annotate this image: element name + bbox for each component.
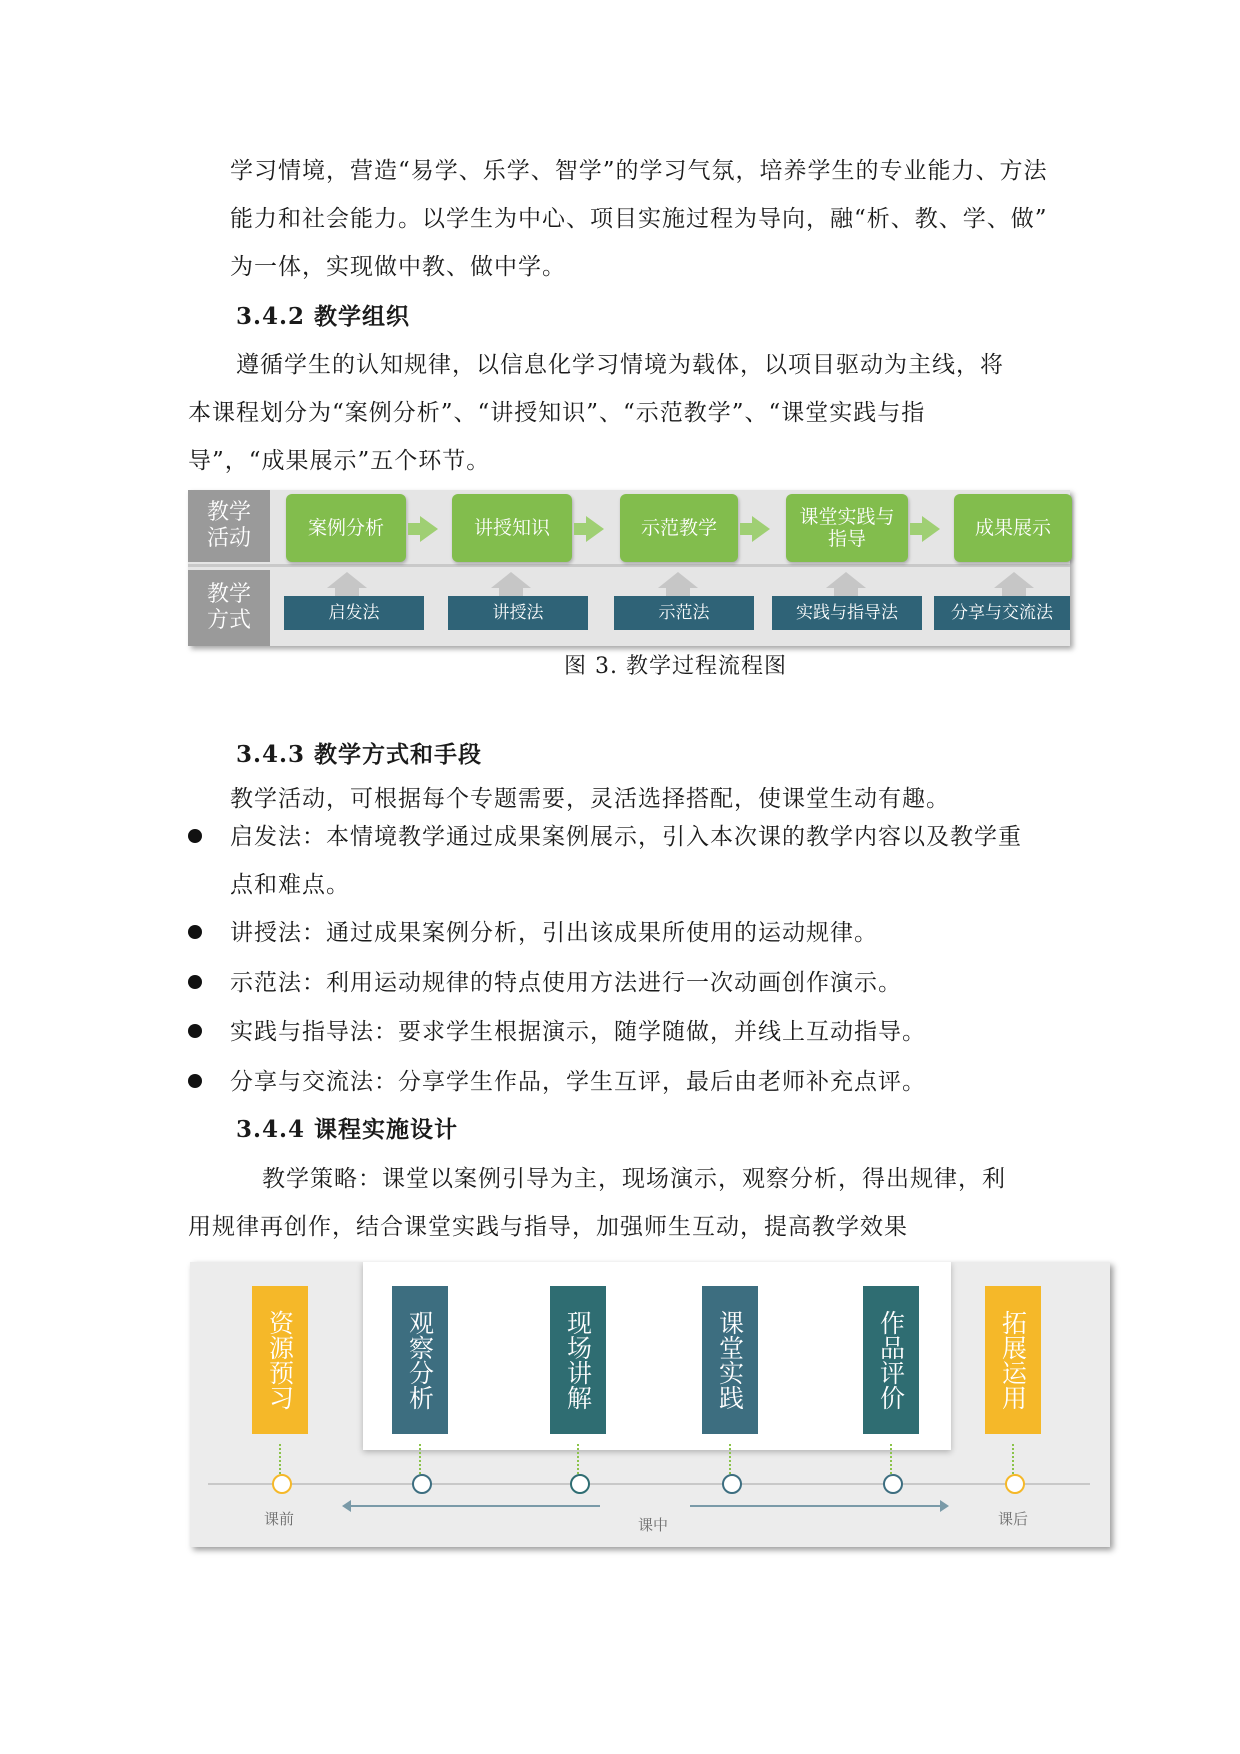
row-label-method: 教学 方式 — [188, 570, 270, 646]
bullet-item-continuation: 点和难点。 — [230, 872, 350, 898]
timeline-node-icon — [1005, 1474, 1025, 1494]
teaching-process-flowchart — [188, 490, 1070, 646]
arrow-right-icon — [940, 1500, 949, 1512]
activity-practice-guidance: 课堂实践与 指导 — [786, 494, 908, 562]
bullet-icon — [188, 925, 202, 939]
method-demonstration: 示范法 — [614, 596, 754, 630]
paragraph-line: 导”，“成果展示”五个环节。 — [188, 448, 491, 474]
method-heuristic: 启发法 — [284, 596, 424, 630]
stage-extended-application: 拓展运用 — [985, 1286, 1041, 1434]
paragraph-line: 用规律再创作，结合课堂实践与指导，加强师生互动，提高教学效果 — [188, 1214, 908, 1240]
bullet-item: 实践与指导法：要求学生根据演示，随学随做，并线上互动指导。 — [230, 1019, 926, 1045]
paragraph-line: 为一体，实现做中教、做中学。 — [230, 254, 566, 280]
arrow-right-icon — [420, 516, 438, 542]
arrow-right-icon — [586, 516, 604, 542]
connector — [279, 1444, 281, 1474]
stage-work-evaluation: 作品评价 — [863, 1286, 919, 1434]
activity-case-analysis: 案例分析 — [286, 494, 406, 562]
connector — [729, 1444, 731, 1474]
timeline-node-icon — [570, 1474, 590, 1494]
figure-caption: 图 3. 教学过程流程图 — [564, 654, 787, 679]
bullet-icon — [188, 829, 202, 843]
timeline-node-icon — [412, 1474, 432, 1494]
timeline-node-icon — [272, 1474, 292, 1494]
bullet-icon — [188, 1024, 202, 1038]
arrow-line — [350, 1505, 600, 1507]
section-heading-3-4-3: 3.4.3 教学方式和手段 — [236, 741, 483, 768]
connector — [890, 1444, 892, 1474]
bullet-item: 分享与交流法：分享学生作品，学生互评，最后由老师补充点评。 — [230, 1069, 926, 1095]
paragraph-line: 遵循学生的认知规律，以信息化学习情境为载体，以项目驱动为主线，将 — [236, 352, 1004, 378]
paragraph-line: 能力和社会能力。以学生为中心、项目实施过程为导向，融“析、教、学、做” — [230, 206, 1048, 232]
paragraph-line: 教学策略：课堂以案例引导为主，现场演示，观察分析，得出规律，利 — [262, 1166, 1006, 1192]
bullet-item: 讲授法：通过成果案例分析，引出该成果所使用的运动规律。 — [230, 920, 878, 946]
label-after-class: 课后 — [998, 1510, 1029, 1528]
connector — [577, 1444, 579, 1474]
activity-results-showcase: 成果展示 — [954, 494, 1072, 562]
arrow-line — [690, 1505, 940, 1507]
paragraph-line: 教学活动，可根据每个专题需要，灵活选择搭配，使课堂生动有趣。 — [230, 786, 950, 812]
bullet-icon — [188, 1074, 202, 1088]
bullet-item: 示范法：利用运动规律的特点使用方法进行一次动画创作演示。 — [230, 970, 902, 996]
method-lecture: 讲授法 — [448, 596, 588, 630]
bullet-icon — [188, 975, 202, 989]
timeline — [208, 1483, 1090, 1485]
course-implementation-diagram — [190, 1262, 1110, 1547]
timeline-node-icon — [883, 1474, 903, 1494]
activity-demonstration: 示范教学 — [620, 494, 738, 562]
stage-class-practice: 课堂实践 — [702, 1286, 758, 1434]
activity-lecture: 讲授知识 — [452, 494, 572, 562]
paragraph-line: 学习情境，营造“易学、乐学、智学”的学习气氛，培养学生的专业能力、方法 — [230, 158, 1048, 184]
arrow-right-icon — [922, 516, 940, 542]
method-practice-guidance: 实践与指导法 — [772, 596, 922, 630]
paragraph-line: 本课程划分为“案例分析”、“讲授知识”、“示范教学”、“课堂实践与指 — [188, 400, 926, 426]
label-before-class: 课前 — [264, 1510, 295, 1528]
label-during-class: 课中 — [638, 1516, 669, 1534]
bullet-item: 启发法：本情境教学通过成果案例展示，引入本次课的教学内容以及教学重 — [230, 824, 1022, 850]
stage-live-explanation: 现场讲解 — [550, 1286, 606, 1434]
section-heading-3-4-2: 3.4.2 教学组织 — [236, 303, 411, 330]
connector — [419, 1444, 421, 1474]
row-label-activity: 教学 活动 — [188, 490, 270, 562]
arrow-right-icon — [752, 516, 770, 542]
section-heading-3-4-4: 3.4.4 课程实施设计 — [236, 1116, 459, 1143]
method-share-exchange: 分享与交流法 — [934, 596, 1070, 630]
connector — [1012, 1444, 1014, 1474]
timeline-node-icon — [722, 1474, 742, 1494]
stage-resource-preview: 资源预习 — [252, 1286, 308, 1434]
stage-observe-analyze: 观察分析 — [392, 1286, 448, 1434]
row-divider — [188, 564, 1070, 567]
